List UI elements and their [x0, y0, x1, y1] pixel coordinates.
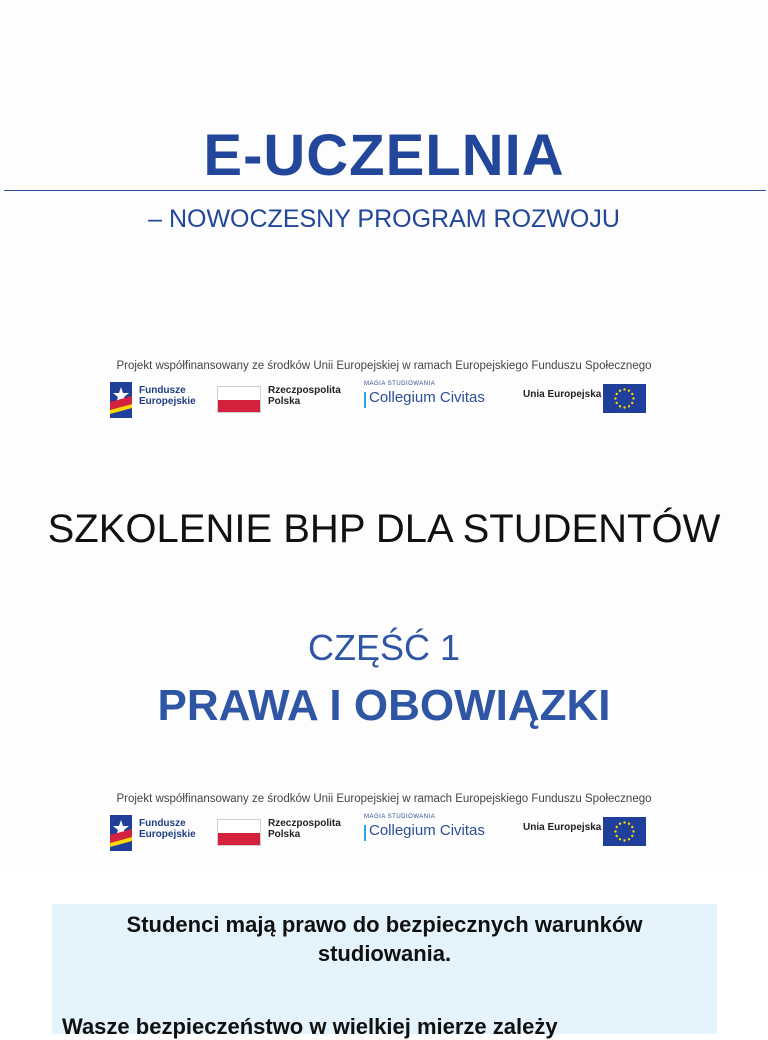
eu-star-icon	[619, 838, 621, 840]
fundusze-europejskie-text: Fundusze Europejskie	[139, 818, 196, 840]
eu-star-icon	[616, 393, 618, 395]
funding-logos	[0, 380, 768, 420]
slide-rights	[0, 868, 768, 1039]
collegium-bar	[364, 392, 366, 408]
eu-star-icon	[614, 830, 616, 832]
eu-star-icon	[632, 397, 634, 399]
eu-star-icon	[631, 835, 633, 837]
eu-star-icon	[619, 405, 621, 407]
funding-footer	[0, 793, 768, 873]
polish-flag-icon	[217, 819, 261, 846]
fundusze-europejskie-logo	[110, 815, 132, 851]
training-heading: SZKOLENIE BHP DLA STUDENTÓW	[47, 507, 721, 551]
polish-flag-icon	[217, 386, 261, 413]
part-label: CZĘŚĆ 1	[307, 627, 461, 668]
eu-flag-icon	[603, 817, 646, 846]
eu-star-icon	[623, 406, 625, 408]
unia-europejska-text: Unia Europejska	[523, 389, 602, 400]
fundusze-europejskie-logo	[110, 382, 132, 418]
collegium-civitas-logo: Collegium Civitas	[369, 389, 485, 406]
eu-flag-icon	[603, 384, 646, 413]
divider	[4, 190, 766, 191]
slide-subtitle: – NOWOCZESNY PROGRAM ROZWOJU	[148, 205, 620, 233]
eu-star-icon	[628, 390, 630, 392]
slide-title	[0, 0, 768, 432]
rzeczpospolita-polska-text: Rzeczpospolita Polska	[268, 818, 341, 840]
rights-lead: Studenci mają prawo do bezpiecznych warunków studiowania.	[126, 912, 643, 966]
rights-box	[52, 904, 717, 1039]
eu-star-icon	[619, 390, 621, 392]
collegium-bar	[364, 825, 366, 841]
eu-star-icon	[628, 823, 630, 825]
eu-star-icon	[616, 835, 618, 837]
fundusze-europejskie-text: Fundusze Europejskie	[139, 385, 196, 407]
slide-training	[0, 434, 768, 866]
eu-star-icon	[616, 826, 618, 828]
funding-caption: Projekt współfinansowany ze środków Unii Europejskiej w ramach Europejskiego Funduszu Społecznego	[116, 793, 652, 805]
collegium-tagline: MAGIA STUDIOWANIA	[364, 814, 436, 820]
rzeczpospolita-polska-text: Rzeczpospolita Polska	[268, 385, 341, 407]
eu-star-icon	[623, 821, 625, 823]
eu-star-icon	[632, 830, 634, 832]
slide-title-heading: E-UCZELNIA	[203, 123, 565, 188]
eu-star-icon	[631, 393, 633, 395]
funding-footer	[0, 360, 768, 440]
eu-star-icon	[623, 388, 625, 390]
topic-heading: PRAWA I OBOWIĄZKI	[157, 681, 611, 730]
eu-star-icon	[616, 402, 618, 404]
eu-star-icon	[631, 826, 633, 828]
eu-star-icon	[619, 823, 621, 825]
eu-star-icon	[628, 405, 630, 407]
eu-star-icon	[628, 838, 630, 840]
collegium-civitas-logo: Collegium Civitas	[369, 822, 485, 839]
eu-star-icon	[614, 397, 616, 399]
funding-logos	[0, 813, 768, 853]
rights-second-line: Wasze bezpieczeństwo w wielkiej mierze zależy	[62, 1014, 558, 1039]
eu-star-icon	[631, 402, 633, 404]
funding-caption: Projekt współfinansowany ze środków Unii Europejskiej w ramach Europejskiego Funduszu Społecznego	[116, 360, 652, 372]
unia-europejska-text: Unia Europejska	[523, 822, 602, 833]
collegium-tagline: MAGIA STUDIOWANIA	[364, 381, 436, 387]
eu-star-icon	[623, 839, 625, 841]
